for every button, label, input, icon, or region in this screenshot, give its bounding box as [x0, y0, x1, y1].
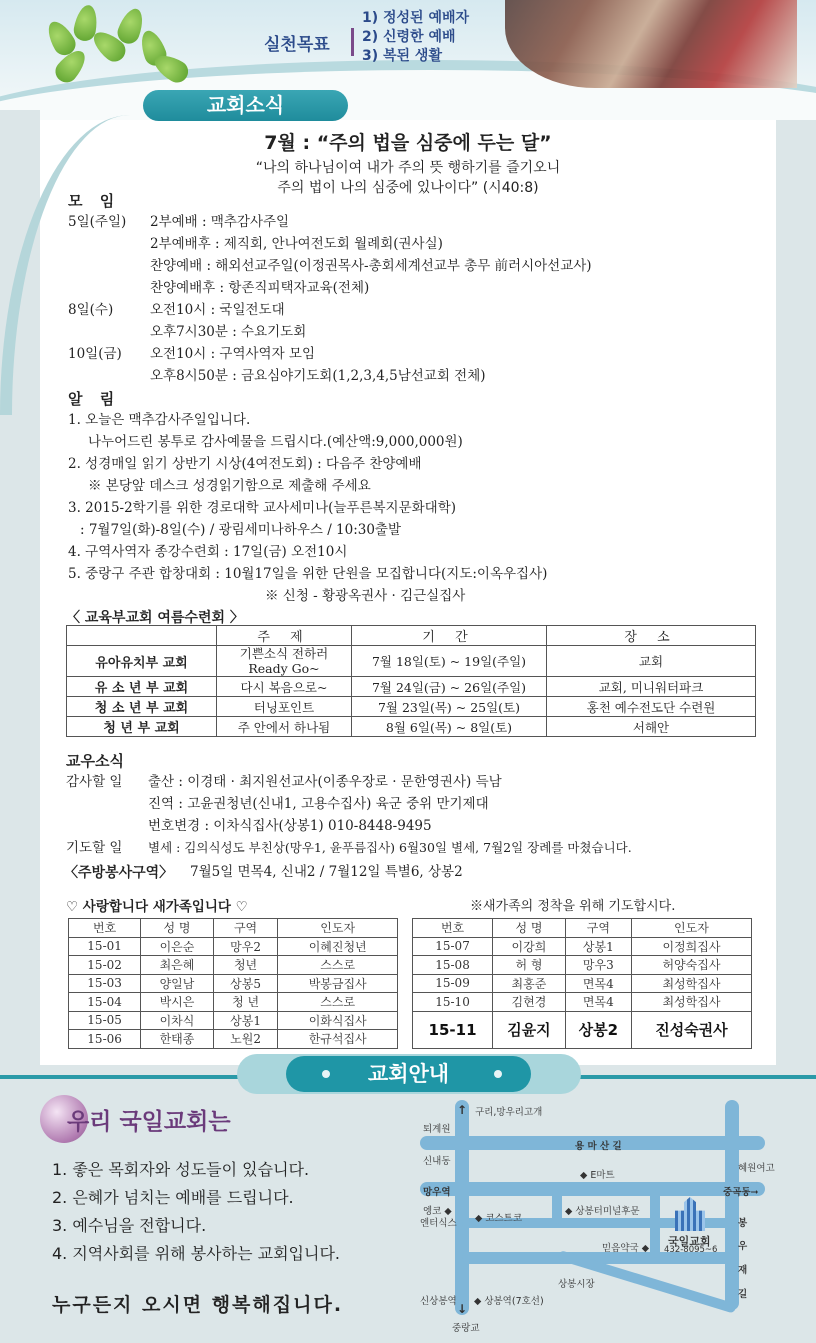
- kitchen-text: 7월5일 면목4, 신내2 / 7월12일 특별6, 상봉2: [190, 864, 463, 880]
- church-building-icon: [675, 1197, 705, 1231]
- meeting-item: 2부예배후 : 제직회, 안나여전도회 월례회(권사실): [150, 236, 443, 252]
- table-row: 15-02 최은혜 청년 스스로: [69, 956, 398, 975]
- meetings-heading: 모 임: [68, 192, 121, 210]
- about-item: 3. 예수님을 전합니다.: [52, 1216, 207, 1235]
- retreat-table: 주 제 기 간 장 소 유아유치부 교회 기쁜소식 전하러 Ready Go~ 7월 18일(토) ~ 19일(주일) 교회 유 소 년 부 교회 다시 복음으로~ 7월 24일(금) ~ 26일(주일) 교회, 미니워터파크 청 소 년 부 교회 터닝포인트 7월 23일(목) ~ 25일(토) 홍천 예수전도단 수련원 청 년 부 교회 주 안에서 하나됨 8월 6일(목) ~ 8일(토) 서해안: [66, 625, 756, 737]
- prayer-label: 기도할 일: [66, 840, 123, 856]
- about-list: [52, 1156, 340, 1268]
- notice-line: ※ 신청 - 황광옥권사 · 김근실집사: [265, 588, 466, 604]
- dot-decoration: [494, 1070, 502, 1078]
- meeting-item: 오전10시 : 구역사역자 모임: [150, 346, 316, 362]
- road-short2: [650, 1190, 660, 1258]
- new-family-heading: ♡ 사랑합니다 새가족입니다 ♡: [66, 899, 248, 915]
- meeting-day: 10일(금): [68, 346, 122, 362]
- about-item: 4. 지역사회를 위해 봉사하는 교회입니다.: [52, 1244, 340, 1263]
- meeting-item: 오전10시 : 국일전도대: [150, 302, 285, 318]
- theme-verse: “나의 하나님이여 내가 주의 뜻 행하기를 즐기오니 주의 법이 나의 심중에 있나이다” (시40:8): [255, 160, 561, 196]
- goal-list: [362, 9, 469, 66]
- road-vertical-left: [455, 1100, 469, 1315]
- meeting-item: 오후8시50분 : 금요심야기도회(1,2,3,4,5남선교회 전체): [150, 368, 486, 384]
- notice-line: 4. 구역사역자 종강수련회 : 17일(금) 오전10시: [68, 544, 348, 560]
- table-row: 15-03 양일남 상봉5 박봉금집사: [69, 974, 398, 993]
- notice-line: 1. 오늘은 맥추감사주일입니다.: [68, 412, 251, 428]
- about-footer: 누구든지 오시면 행복해집니다.: [52, 1294, 344, 1316]
- new-family-note: ※새가족의 정착을 위해 기도합시다.: [470, 899, 676, 914]
- goal-item: 1) 정성된 예배자: [362, 10, 470, 26]
- meeting-item: 오후7시30분 : 수요기도회: [150, 324, 307, 340]
- table-row: 15-06 한태종 노원2 한규석집사: [69, 1030, 398, 1049]
- dot-decoration: [322, 1070, 330, 1078]
- new-family-table-right: 번호 성 명 구역 인도자 15-07 이강희 상봉1 이정희집사 15-08 허 형 망우3 허양숙집사 15-09 최홍준 면목4 최성학집사 15-10 김현경 면목4 최성학집사 15-11 김윤지 상봉2 진성숙권사: [412, 918, 752, 1049]
- meeting-item: 2부예배 : 맥추감사주일: [150, 214, 290, 230]
- kitchen-label: 〈주방봉사구역〉: [64, 865, 174, 881]
- section-title-church-guide: 교회안내: [286, 1056, 531, 1092]
- table-row: 15-09 최홍준 면목4 최성학집사: [413, 974, 752, 993]
- table-row: 15-11 김윤지 상봉2 진성숙권사: [413, 1011, 752, 1048]
- table-row: 15-05 이차식 상봉1 이화식집사: [69, 1011, 398, 1030]
- about-title: 우리 국일교회는: [67, 1109, 231, 1135]
- notices-heading: 알 림: [68, 390, 121, 408]
- table-row: 15-10 김현경 면목4 최성학집사: [413, 993, 752, 1012]
- notice-line: 5. 중랑구 주관 합창대회 : 10월17일을 위한 단원을 모집합니다(지도:이옥우집사): [68, 566, 548, 582]
- leaves-decoration: [20, 0, 220, 80]
- section-title-church-news: 교회소식: [143, 90, 348, 121]
- goal-divider: [351, 28, 354, 56]
- notice-line: 2. 성경매일 읽기 상반기 시상(4여전도회) : 다음주 찬양예배: [68, 456, 422, 472]
- goal-label: 실천목표: [264, 35, 330, 55]
- notice-line: 나누어드린 봉투로 감사예물을 드립시다.(예산액:9,000,000원): [88, 434, 463, 450]
- table-row: 유아유치부 교회 기쁜소식 전하러 Ready Go~ 7월 18일(토) ~ 19일(주일) 교회: [67, 646, 756, 677]
- choir-photo: [505, 0, 797, 88]
- table-row: 유 소 년 부 교회 다시 복음으로~ 7월 24일(금) ~ 26일(주일) 교회, 미니워터파크: [67, 677, 756, 697]
- road-bongujae: [725, 1100, 739, 1310]
- road-short: [552, 1190, 562, 1224]
- meeting-day: 8일(수): [68, 302, 114, 318]
- table-row: 15-04 박시은 청 년 스스로: [69, 993, 398, 1012]
- thanks-item: 번호변경 : 이차식집사(상봉1) 010-8448-9495: [148, 818, 432, 834]
- meeting-day: 5일(주일): [68, 214, 127, 230]
- thanks-item: 진역 : 고윤권청년(신내1, 고용수집사) 육군 중위 만기제대: [148, 796, 489, 812]
- header-banner: [0, 0, 816, 120]
- about-item: 1. 좋은 목회자와 성도들이 있습니다.: [52, 1160, 310, 1179]
- notice-line: 3. 2015-2학기를 위한 경로대학 교사세미나(늘푸른복지문화대학): [68, 500, 457, 516]
- arrow-up-icon: ↑: [457, 1103, 468, 1117]
- new-family-table-left: 번호 성 명 구역 인도자 15-01 이은순 망우2 이혜진청년 15-02 최은혜 청년 스스로 15-03 양일남 상봉5 박봉금집사 15-04 박시은 청 년 스스로 15-05 이차식 상봉1 이화식집사 15-06 한태종 노원2 한규석집사: [68, 918, 398, 1049]
- meeting-item: 찬양예배 : 해외선교주일(이정권목사-총회세계선교부 총무 前러시아선교사): [150, 258, 592, 274]
- table-row: 15-08 허 형 망우3 허양숙집사: [413, 956, 752, 975]
- goal-item: 2) 신령한 예배: [362, 29, 456, 45]
- thanks-label: 감사할 일: [66, 774, 123, 790]
- table-row: 15-07 이강희 상봉1 이정희집사: [413, 937, 752, 956]
- month-theme: 7월 : “주의 법을 심중에 두는 달”: [264, 132, 552, 154]
- about-item: 2. 은혜가 넘치는 예배를 드립니다.: [52, 1188, 294, 1207]
- notice-line: ※ 본당앞 데스크 성경읽기함으로 제출해 주세요: [88, 478, 371, 494]
- member-news-heading: 교우소식: [66, 752, 124, 770]
- prayer-item: 별세 : 김의식성도 부친상(망우1, 윤푸름집사) 6월30일 별세, 7월2일 장례를 마쳤습니다.: [148, 840, 632, 855]
- arrow-down-icon: ↓: [457, 1302, 468, 1316]
- goal-item: 3) 복된 생활: [362, 48, 442, 64]
- notice-line: : 7월7일(화)-8일(수) / 광림세미나하우스 / 10:30출발: [80, 522, 402, 538]
- table-row: 청 소 년 부 교회 터닝포인트 7월 23일(목) ~ 25일(토) 홍천 예수전도단 수련원: [67, 697, 756, 717]
- table-row: 청 년 부 교회 주 안에서 하나됨 8월 6일(목) ~ 8일(토) 서해안: [67, 717, 756, 737]
- table-row: 15-01 이은순 망우2 이혜진청년: [69, 937, 398, 956]
- road-mangu: [420, 1182, 765, 1196]
- retreat-heading: 〈 교육부교회 여름수련회 〉: [66, 610, 244, 626]
- thanks-item: 출산 : 이경태 · 최지원선교사(이종우장로 · 문한영권사) 득남: [148, 774, 502, 790]
- meeting-item: 찬양예배후 : 항존직피택자교육(전체): [150, 280, 370, 296]
